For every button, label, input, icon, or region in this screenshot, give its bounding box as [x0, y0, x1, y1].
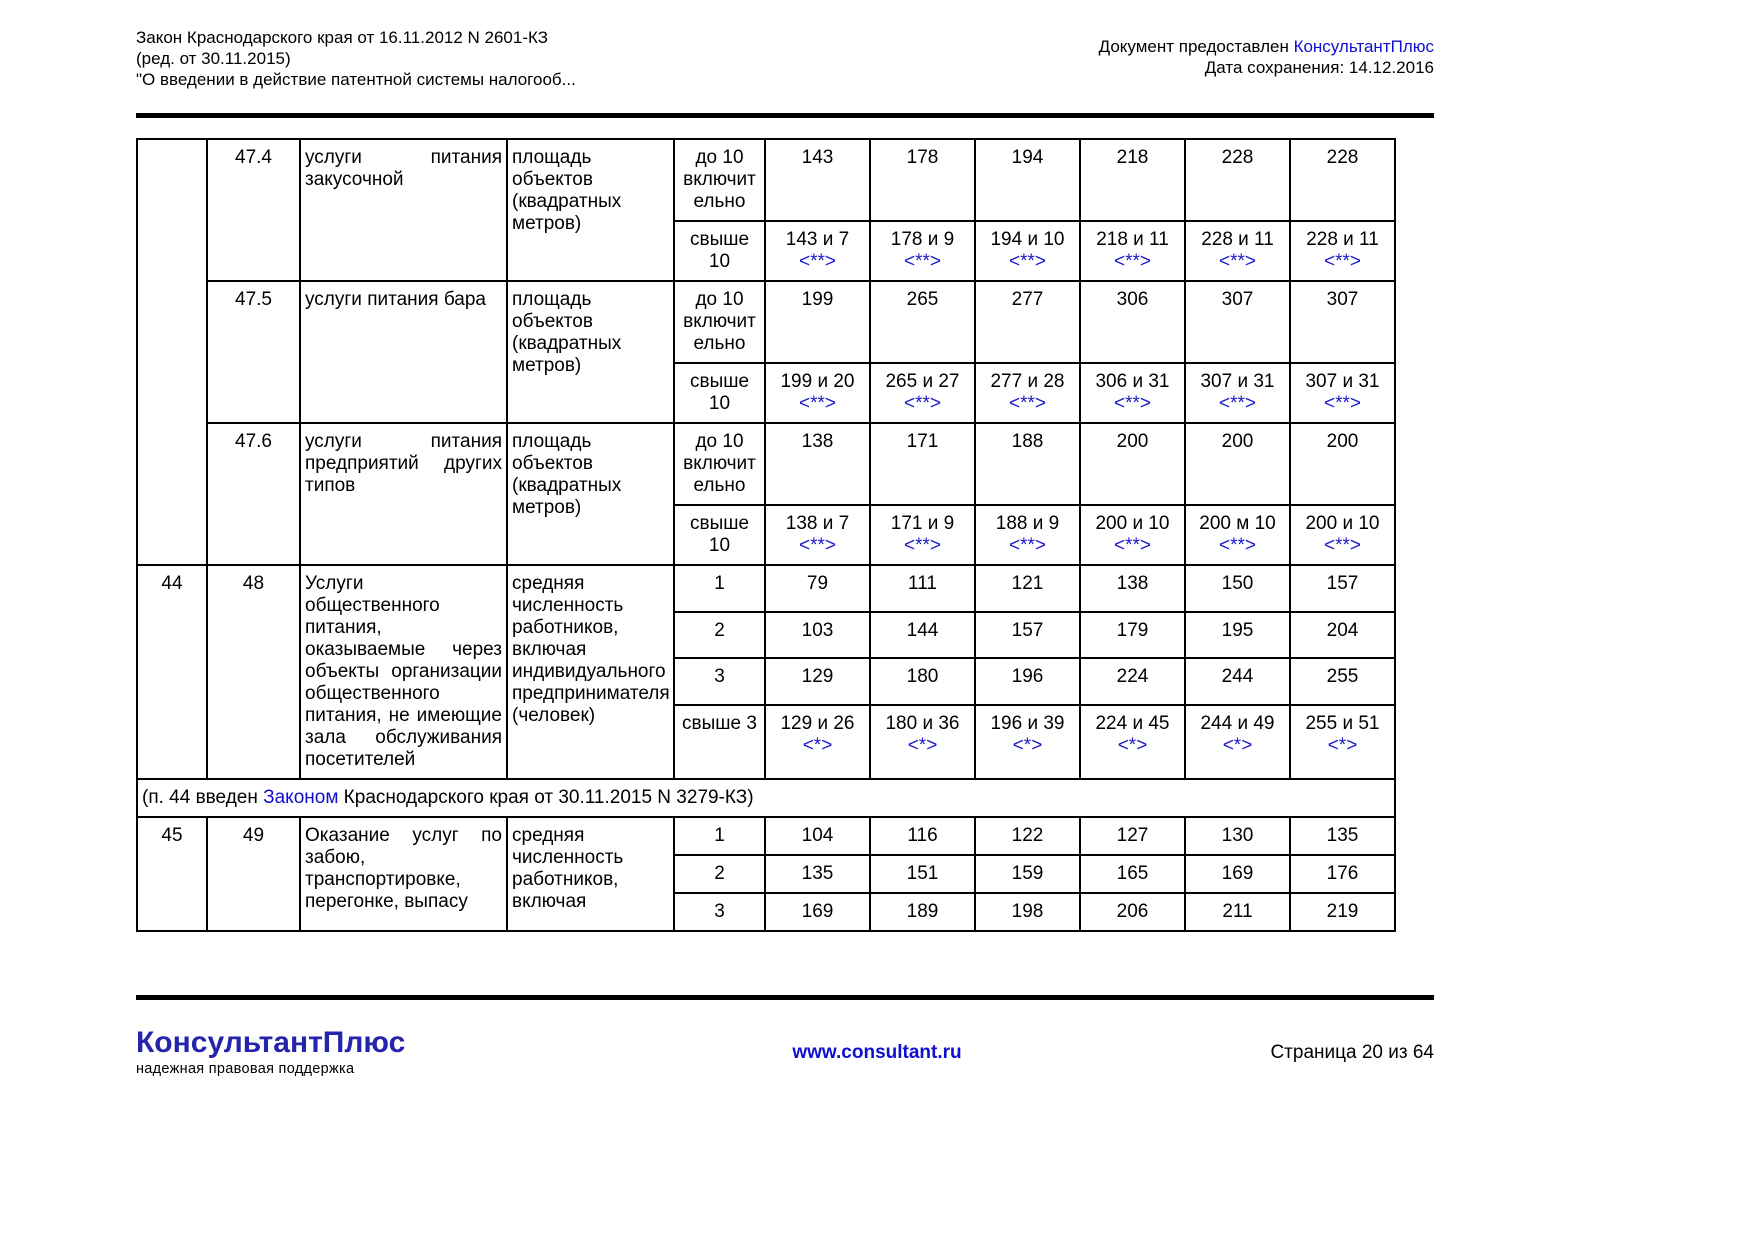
- value-text: 200: [1326, 431, 1359, 452]
- document-title-line2: (ред. от 30.11.2015): [136, 49, 291, 68]
- law-link[interactable]: Законом: [263, 787, 339, 808]
- cell-range: свыше 10: [674, 221, 765, 281]
- cell-value: [765, 281, 870, 363]
- cell-value: [975, 363, 1080, 423]
- cell-value: [1080, 705, 1185, 779]
- cell-item-number: 47.4: [207, 139, 300, 281]
- value-text: 307 и 31: [1305, 371, 1380, 392]
- cell-value: [1185, 363, 1290, 423]
- value-text: 306 и 31: [1095, 371, 1170, 392]
- value-text: 277 и 28: [990, 371, 1065, 392]
- consultantplus-link[interactable]: КонсультантПлюс: [1293, 37, 1434, 56]
- table-row: [137, 281, 1395, 363]
- table-note-row: [137, 779, 1395, 817]
- cell-value: [1290, 565, 1395, 612]
- value-text: 224: [1116, 666, 1149, 688]
- cell-value: [870, 705, 975, 779]
- cell-value: [975, 612, 1080, 659]
- cell-value: [1185, 658, 1290, 705]
- footnote-marker[interactable]: <*>: [1012, 735, 1043, 757]
- footnote-marker[interactable]: <*>: [1222, 735, 1253, 757]
- cell-value: [765, 505, 870, 565]
- cell-value: [1290, 423, 1395, 505]
- value-text: 228: [1221, 147, 1254, 168]
- cell-value: [1080, 139, 1185, 221]
- cell-range: до 10 включительно: [674, 423, 765, 505]
- value-text: 219: [1326, 901, 1359, 922]
- cell-value: [1080, 281, 1185, 363]
- cell-range: 1: [674, 565, 765, 612]
- table-row: [137, 423, 1395, 505]
- value-text: 277: [1011, 289, 1044, 310]
- note-text: Краснодарского края от 30.11.2015 N 3279-КЗ): [338, 787, 754, 808]
- cell-value: [1185, 139, 1290, 221]
- footnote-marker[interactable]: <**>: [1324, 393, 1361, 414]
- cell-value: [975, 565, 1080, 612]
- note-cell: [137, 779, 1395, 817]
- cell-value: [765, 565, 870, 612]
- table-row: [137, 817, 1395, 855]
- cell-value: [1185, 893, 1290, 931]
- cell-range: свыше 10: [674, 505, 765, 565]
- value-text: 195: [1221, 619, 1254, 641]
- cell-value: [765, 139, 870, 221]
- cell-value: [1080, 423, 1185, 505]
- cell-item-number: 47.6: [207, 423, 300, 565]
- cell-value: [975, 281, 1080, 363]
- cell-value: [1080, 221, 1185, 281]
- cell-measure: средняя численность работников, включая индивидуального предпринимателя (человек): [507, 565, 674, 779]
- value-text: 169: [801, 901, 834, 922]
- value-text: 171 и 9: [890, 513, 955, 534]
- cell-measure: площадь объектов (квадратных метров): [507, 281, 674, 423]
- cell-value: [765, 221, 870, 281]
- header-rule: [136, 113, 1434, 118]
- value-text: 178: [906, 147, 939, 168]
- cell-value: [1185, 423, 1290, 505]
- value-text: 265: [906, 289, 939, 310]
- value-text: 200 и 10: [1095, 513, 1170, 534]
- cell-range: 2: [674, 612, 765, 659]
- cell-item-number: 48: [207, 565, 300, 779]
- cell-range: свыше 3: [674, 705, 765, 779]
- footnote-marker[interactable]: <*>: [1117, 735, 1148, 757]
- save-date: Дата сохранения: 14.12.2016: [1204, 58, 1434, 77]
- page-indicator: Страница 20 из 64: [1270, 1042, 1434, 1063]
- cell-range: до 10 включительно: [674, 281, 765, 363]
- value-text: 138 и 7: [785, 513, 850, 534]
- cell-activity-description: Услуги общественного питания, оказываемые через объекты организации общественного питания, не имеющие зала обслуживания посетителей: [300, 565, 507, 779]
- consultantplus-logo: КонсультантПлюс: [136, 1026, 406, 1059]
- value-text: 244 и 49: [1200, 713, 1275, 735]
- cell-value: [1290, 612, 1395, 659]
- cell-value: [1080, 505, 1185, 565]
- cell-value: [975, 221, 1080, 281]
- value-text: 265 и 27: [885, 371, 960, 392]
- cell-value: [870, 893, 975, 931]
- cell-value: [765, 705, 870, 779]
- cell-value: [1080, 658, 1185, 705]
- cell-measure: площадь объектов (квадратных метров): [507, 423, 674, 565]
- value-text: 307 и 31: [1200, 371, 1275, 392]
- cell-value: [1290, 817, 1395, 855]
- footnote-marker[interactable]: <**>: [799, 393, 836, 414]
- cell-range: 2: [674, 855, 765, 893]
- footnote-marker[interactable]: <**>: [1114, 251, 1151, 272]
- cell-range: 1: [674, 817, 765, 855]
- cell-value: [870, 565, 975, 612]
- footnote-marker[interactable]: <**>: [1219, 251, 1256, 272]
- value-text: 198: [1011, 901, 1044, 922]
- table-row: [137, 565, 1395, 612]
- value-text: 135: [801, 863, 834, 884]
- footnote-marker[interactable]: <*>: [1327, 735, 1358, 757]
- value-text: 200: [1116, 431, 1149, 452]
- footnote-marker[interactable]: <**>: [1219, 535, 1256, 556]
- value-text: 157: [1011, 619, 1044, 641]
- brand-tagline: надежная правовая поддержка: [136, 1061, 355, 1077]
- footnote-marker[interactable]: <**>: [904, 251, 941, 272]
- value-text: 204: [1326, 619, 1359, 641]
- value-text: 179: [1116, 619, 1149, 641]
- value-text: 200 и 10: [1305, 513, 1380, 534]
- cell-value: [1290, 139, 1395, 221]
- cell-row-number: [137, 139, 207, 565]
- cell-value: [1290, 705, 1395, 779]
- cell-value: [765, 817, 870, 855]
- cell-value: [1290, 505, 1395, 565]
- value-text: 188: [1011, 431, 1044, 452]
- cell-value: [765, 658, 870, 705]
- cell-item-number: 49: [207, 817, 300, 931]
- value-text: 143 и 7: [785, 229, 850, 250]
- footnote-marker[interactable]: <**>: [1114, 535, 1151, 556]
- cell-value: [765, 363, 870, 423]
- cell-value: [765, 893, 870, 931]
- value-text: 165: [1116, 863, 1149, 884]
- value-text: 307: [1326, 289, 1359, 310]
- footnote-marker[interactable]: <**>: [1324, 535, 1361, 556]
- cell-value: [1185, 221, 1290, 281]
- cell-value: [1185, 565, 1290, 612]
- table-row: [137, 139, 1395, 221]
- cell-value: [870, 612, 975, 659]
- cell-value: [1080, 612, 1185, 659]
- value-text: 206: [1116, 901, 1149, 922]
- cell-value: [1185, 817, 1290, 855]
- footnote-marker[interactable]: <**>: [904, 535, 941, 556]
- value-text: 199 и 20: [780, 371, 855, 392]
- cell-value: [975, 658, 1080, 705]
- cell-value: [975, 817, 1080, 855]
- cell-value: [975, 705, 1080, 779]
- cell-value: [765, 612, 870, 659]
- value-text: 157: [1326, 573, 1359, 594]
- cell-value: [870, 505, 975, 565]
- cell-value: [870, 817, 975, 855]
- cell-value: [1080, 893, 1185, 931]
- value-text: 200: [1221, 431, 1254, 452]
- cell-value: [870, 363, 975, 423]
- value-text: 196: [1011, 666, 1044, 688]
- footnote-marker[interactable]: <**>: [1009, 251, 1046, 272]
- cell-value: [1290, 221, 1395, 281]
- value-text: 306: [1116, 289, 1149, 310]
- value-text: 104: [801, 825, 834, 846]
- cell-value: [1290, 893, 1395, 931]
- note-text: (п. 44 введен: [142, 787, 264, 808]
- cell-value: [975, 505, 1080, 565]
- value-text: 194 и 10: [990, 229, 1065, 250]
- value-text: 171: [906, 431, 939, 452]
- cell-range: 3: [674, 658, 765, 705]
- cell-row-number: 45: [137, 817, 207, 931]
- value-text: 150: [1221, 573, 1254, 594]
- document-title: [136, 27, 696, 90]
- cell-value: [765, 423, 870, 505]
- cell-value: [765, 855, 870, 893]
- value-text: 218 и 11: [1096, 229, 1169, 250]
- footnote-marker[interactable]: <**>: [1219, 393, 1256, 414]
- value-text: 103: [801, 619, 834, 641]
- footnote-marker[interactable]: <**>: [1114, 393, 1151, 414]
- cell-value: [870, 855, 975, 893]
- cell-value: [1185, 855, 1290, 893]
- cell-range: до 10 включительно: [674, 139, 765, 221]
- value-text: 189: [906, 901, 939, 922]
- cell-value: [975, 423, 1080, 505]
- value-text: 218: [1116, 147, 1149, 168]
- cell-value: [1185, 705, 1290, 779]
- footnote-marker[interactable]: <**>: [1324, 251, 1361, 272]
- value-text: 180 и 36: [885, 713, 960, 735]
- value-text: 255 и 51: [1305, 713, 1380, 735]
- value-text: 188 и 9: [995, 513, 1060, 534]
- cell-activity-description: Оказание услуг по забою, транспортировке, перегонке, выпасу: [300, 817, 507, 931]
- site-link[interactable]: www.consultant.ru: [792, 1042, 962, 1063]
- value-text: 180: [906, 666, 939, 688]
- value-text: 79: [806, 573, 829, 594]
- cell-value: [1185, 612, 1290, 659]
- document-title-line3: "О введении в действие патентной системы налогооб...: [136, 70, 576, 89]
- cell-value: [1185, 505, 1290, 565]
- cell-value: [1080, 855, 1185, 893]
- cell-value: [1185, 281, 1290, 363]
- provided-by-text: Документ предоставлен: [1098, 37, 1294, 56]
- cell-value: [870, 658, 975, 705]
- value-text: 159: [1011, 863, 1044, 884]
- value-text: 224 и 45: [1095, 713, 1170, 735]
- cell-range: 3: [674, 893, 765, 931]
- value-text: 196 и 39: [990, 713, 1065, 735]
- patent-rates-table: [136, 138, 1396, 932]
- value-text: 121: [1011, 573, 1044, 594]
- cell-range: свыше 10: [674, 363, 765, 423]
- value-text: 138: [1116, 573, 1149, 594]
- footnote-marker[interactable]: <**>: [1009, 393, 1046, 414]
- value-text: 143: [801, 147, 834, 168]
- footer-rule: [136, 995, 1434, 1000]
- cell-value: [1290, 658, 1395, 705]
- cell-value: [975, 139, 1080, 221]
- value-text: 194: [1011, 147, 1044, 168]
- value-text: 228: [1326, 147, 1359, 168]
- provided-by-block: [1099, 36, 1434, 78]
- value-text: 244: [1221, 666, 1254, 688]
- cell-value: [870, 281, 975, 363]
- value-text: 111: [908, 573, 937, 594]
- cell-value: [975, 893, 1080, 931]
- cell-value: [870, 221, 975, 281]
- footnote-marker[interactable]: <**>: [904, 393, 941, 414]
- value-text: 228 и 11: [1306, 229, 1379, 250]
- value-text: 199: [801, 289, 834, 310]
- value-text: 307: [1221, 289, 1254, 310]
- cell-activity-description: услуги питания бара: [300, 281, 507, 423]
- cell-value: [1080, 817, 1185, 855]
- cell-item-number: 47.5: [207, 281, 300, 423]
- cell-value: [870, 423, 975, 505]
- cell-activity-description: услуги питания закусочной: [300, 139, 507, 281]
- footnote-marker[interactable]: <**>: [799, 535, 836, 556]
- value-text: 138: [801, 431, 834, 452]
- cell-activity-description: услуги питания предприятий других типов: [300, 423, 507, 565]
- value-text: 228 и 11: [1201, 229, 1274, 250]
- value-text: 122: [1011, 825, 1044, 846]
- footnote-marker[interactable]: <**>: [799, 251, 836, 272]
- cell-row-number: 44: [137, 565, 207, 779]
- value-text: 130: [1221, 825, 1254, 846]
- cell-value: [870, 139, 975, 221]
- provided-by-line: [1099, 36, 1434, 57]
- document-title-line1: Закон Краснодарского края от 16.11.2012 N 2601-КЗ: [136, 28, 548, 47]
- cell-value: [1080, 565, 1185, 612]
- footnote-marker[interactable]: <**>: [1009, 535, 1046, 556]
- value-text: 178 и 9: [890, 229, 955, 250]
- value-text: 129 и 26: [780, 713, 855, 735]
- value-text: 127: [1116, 825, 1149, 846]
- cell-measure: средняя численность работников, включая: [507, 817, 674, 931]
- value-text: 151: [906, 863, 939, 884]
- value-text: 144: [906, 619, 939, 641]
- value-text: 211: [1222, 901, 1253, 922]
- footnote-marker[interactable]: <*>: [802, 735, 833, 757]
- cell-value: [1290, 363, 1395, 423]
- value-text: 200 м 10: [1199, 513, 1276, 534]
- footnote-marker[interactable]: <*>: [907, 735, 938, 757]
- cell-value: [1290, 281, 1395, 363]
- value-text: 176: [1326, 863, 1359, 884]
- value-text: 255: [1326, 666, 1359, 688]
- value-text: 135: [1326, 825, 1359, 846]
- value-text: 129: [801, 666, 834, 688]
- value-text: 116: [907, 825, 938, 846]
- cell-value: [975, 855, 1080, 893]
- cell-value: [1290, 855, 1395, 893]
- cell-value: [1080, 363, 1185, 423]
- value-text: 169: [1221, 863, 1254, 884]
- cell-measure: площадь объектов (квадратных метров): [507, 139, 674, 281]
